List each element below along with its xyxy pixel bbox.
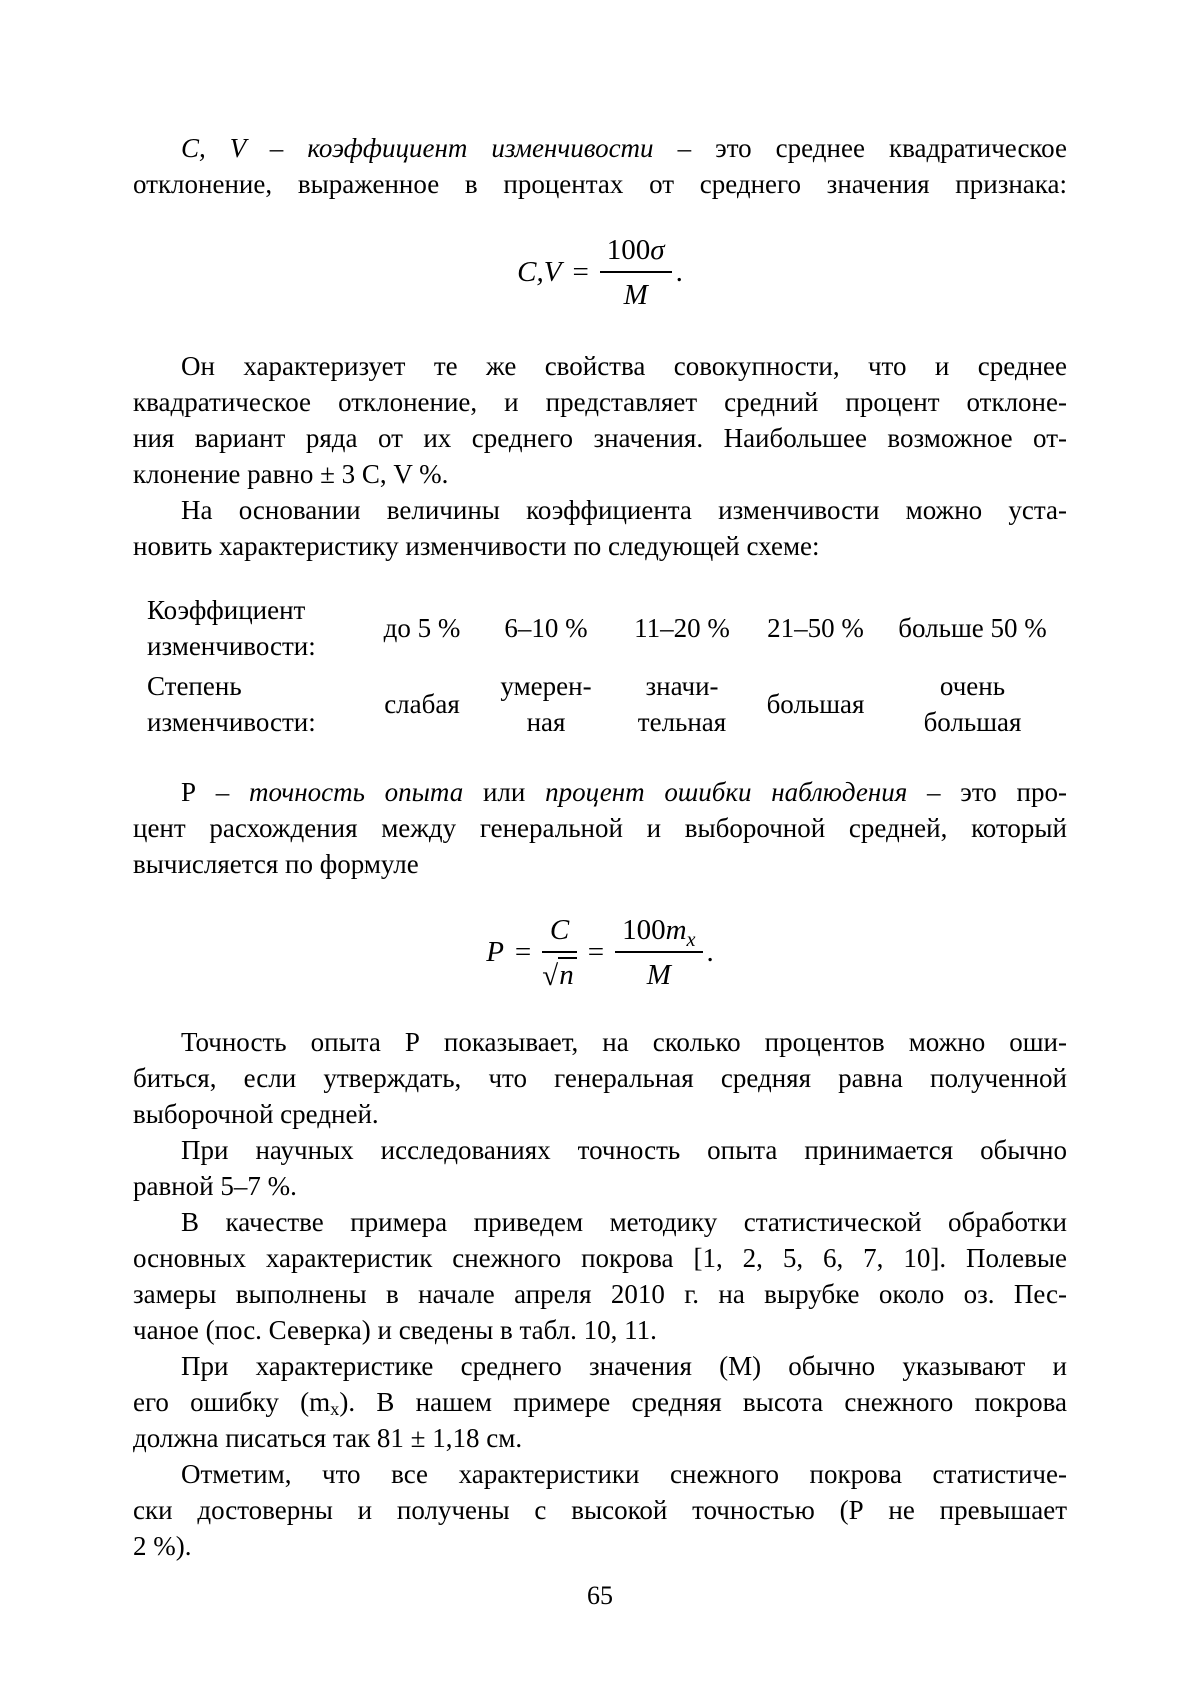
m-variable: m — [665, 914, 687, 946]
table-cell — [481, 666, 611, 742]
cell-line: слабая — [384, 689, 460, 719]
paragraph-precision-meaning — [133, 1024, 1067, 1132]
text-segment: ). В нашем примере средняя высота снежного покрова — [339, 1387, 1067, 1417]
cell-line: большая — [923, 707, 1022, 737]
text-line — [133, 456, 1067, 492]
label-line: изменчивости: — [147, 707, 316, 737]
text-segment: 2 %). — [133, 1531, 192, 1561]
table-row-degree — [133, 666, 1067, 742]
cell-line: 6–10 % — [504, 613, 588, 643]
text-line — [133, 528, 1067, 564]
equals-sign: = — [572, 256, 589, 288]
text-segment: чаное (пос. Северка) и сведены в табл. 10, 11. — [133, 1315, 657, 1345]
paragraph-scheme-intro — [133, 492, 1067, 564]
text-segment: Р – — [181, 777, 250, 807]
paragraph-cv-definition — [133, 130, 1067, 202]
text-line — [133, 1420, 1067, 1456]
table-row-label — [133, 590, 363, 666]
text-segment: вычисляется по формуле — [133, 849, 419, 879]
text-segment: ски достоверны и получены с высокой точностью (Р не превышает — [133, 1495, 1067, 1525]
cell-line: значи- — [645, 671, 719, 701]
text-line — [133, 348, 1067, 384]
cell-line: 11–20 % — [634, 613, 730, 643]
text-segment: Он характеризует те же свойства совокупности, что и среднее — [181, 351, 1067, 381]
formula-experiment-precision — [133, 912, 1067, 993]
fraction — [542, 912, 576, 993]
cell-line: очень — [939, 671, 1006, 701]
text-line — [133, 1348, 1067, 1384]
text-segment: замеры выполнены в начале апреля 2010 г. на вырубке около оз. Пес- — [133, 1279, 1067, 1309]
label-line: Коэффициент — [147, 595, 306, 625]
text-segment: основных характеристик снежного покрова [1, 2, 5, 6, 7, 10]. Полевые — [133, 1243, 1067, 1273]
cell-line: больше 50 % — [898, 613, 1047, 643]
text-segment: или — [463, 777, 546, 807]
coefficient: 100 — [622, 914, 666, 946]
text-line — [133, 1096, 1067, 1132]
text-line — [133, 1384, 1067, 1420]
text-line — [133, 774, 1067, 810]
equals-sign: = — [587, 936, 605, 968]
text-line — [133, 1168, 1067, 1204]
fraction-numerator — [600, 232, 672, 273]
text-segment: процент ошибки наблюдения — [545, 777, 908, 807]
table-cell — [753, 666, 878, 742]
text-segment: – это среднее квадратическое — [653, 133, 1067, 163]
cell-line: ная — [526, 707, 566, 737]
text-line — [133, 1276, 1067, 1312]
table-cell — [878, 666, 1067, 742]
text-line — [133, 1312, 1067, 1348]
text-segment: Точность опыта Р показывает, на сколько процентов можно оши- — [181, 1027, 1067, 1057]
text-line — [133, 130, 1067, 166]
text-segment: На основании величины коэффициента изменчивости можно уста- — [181, 495, 1067, 525]
paragraph-example-intro — [133, 1204, 1067, 1348]
paragraph-group-1 — [133, 130, 1067, 202]
text-line — [133, 1492, 1067, 1528]
text-segment: новить характеристику изменчивости по следующей схеме: — [133, 531, 820, 561]
cell-line: до 5 % — [383, 613, 461, 643]
text-line — [133, 492, 1067, 528]
table-cell — [363, 590, 481, 666]
paragraph-group-4 — [133, 1024, 1067, 1564]
paragraph-precision-definition — [133, 774, 1067, 882]
text-line — [133, 1528, 1067, 1564]
text-line — [133, 1456, 1067, 1492]
label-line: Степень — [147, 671, 242, 701]
fraction — [600, 232, 672, 313]
fraction-denominator: M — [646, 959, 671, 991]
text-segment: С, V – коэффициент изменчивости — [181, 133, 654, 163]
table-cell — [611, 666, 753, 742]
sigma-symbol: σ — [650, 234, 665, 266]
paragraph-precision-typical-value — [133, 1132, 1067, 1204]
formula-period: . — [706, 936, 714, 968]
table-cell — [481, 590, 611, 666]
text-line — [133, 1204, 1067, 1240]
formula-coefficient-of-variation — [133, 232, 1067, 313]
paragraph-group-3 — [133, 774, 1067, 882]
paragraph-cv-properties — [133, 348, 1067, 492]
fraction-denominator — [542, 953, 576, 993]
square-root-sign: √ — [542, 960, 559, 992]
text-line — [133, 420, 1067, 456]
paragraph-mean-error — [133, 1348, 1067, 1456]
text-line — [133, 1060, 1067, 1096]
text-segment: квадратическое отклонение, и представляет средний процент отклоне- — [133, 387, 1067, 417]
text-segment: ния вариант ряда от их среднего значения. Наибольшее возможное от- — [133, 423, 1067, 453]
coefficient: 100 — [606, 234, 651, 266]
fraction-denominator: M — [623, 279, 648, 311]
text-segment: х — [330, 1399, 340, 1420]
table-cell — [878, 590, 1067, 666]
text-segment: выборочной средней. — [133, 1099, 379, 1129]
text-line — [133, 384, 1067, 420]
text-segment: В качестве примера приведем методику статистической обработки — [181, 1207, 1067, 1237]
text-segment: его ошибку (m — [133, 1387, 331, 1417]
text-segment: Отметим, что все характеристики снежного покрова статистиче- — [181, 1459, 1067, 1489]
text-line — [133, 1240, 1067, 1276]
text-line — [133, 1024, 1067, 1060]
page-number: 65 — [587, 1581, 613, 1610]
table-row-label — [133, 666, 363, 742]
cell-line: 21–50 % — [767, 613, 864, 643]
cell-line: умерен- — [500, 671, 592, 701]
label-line: изменчивости: — [147, 631, 316, 661]
formula-period: . — [675, 256, 683, 288]
variability-scheme-table — [133, 590, 1067, 742]
subscript-x: x — [686, 929, 696, 952]
formula-lhs: P — [486, 936, 504, 968]
radicand: n — [558, 957, 577, 991]
table-cell — [363, 666, 481, 742]
text-line — [133, 810, 1067, 846]
text-segment: клонение равно ± 3 С, V %. — [133, 459, 449, 489]
paragraph-conclusion — [133, 1456, 1067, 1564]
table-cell — [753, 590, 878, 666]
text-segment: При научных исследованиях точность опыта принимается обычно — [181, 1135, 1067, 1165]
formula-lhs: C,V — [517, 256, 562, 288]
text-segment: отклонение, выраженное в процентах от среднего значения признака: — [133, 169, 1067, 199]
text-line — [133, 1132, 1067, 1168]
fraction-numerator: C — [542, 912, 576, 953]
equals-sign: = — [514, 936, 532, 968]
text-segment: цент расхождения между генеральной и выборочной средней, который — [133, 813, 1067, 843]
text-line — [133, 166, 1067, 202]
text-segment: должна писаться так 81 ± 1,18 см. — [133, 1423, 523, 1453]
text-segment: биться, если утверждать, что генеральная средняя равна полученной — [133, 1063, 1067, 1093]
table-row-coefficient — [133, 590, 1067, 666]
paragraph-group-2 — [133, 348, 1067, 564]
cell-line: тельная — [637, 707, 727, 737]
fraction-numerator — [615, 912, 702, 953]
text-line — [133, 846, 1067, 882]
cell-line: большая — [766, 689, 865, 719]
text-segment: равной 5–7 %. — [133, 1171, 297, 1201]
table-cell — [611, 590, 753, 666]
text-segment: При характеристике среднего значения (М) обычно указывают и — [181, 1351, 1067, 1381]
text-segment: точность опыта — [249, 777, 464, 807]
text-segment: – это про- — [907, 777, 1067, 807]
fraction — [615, 912, 702, 993]
